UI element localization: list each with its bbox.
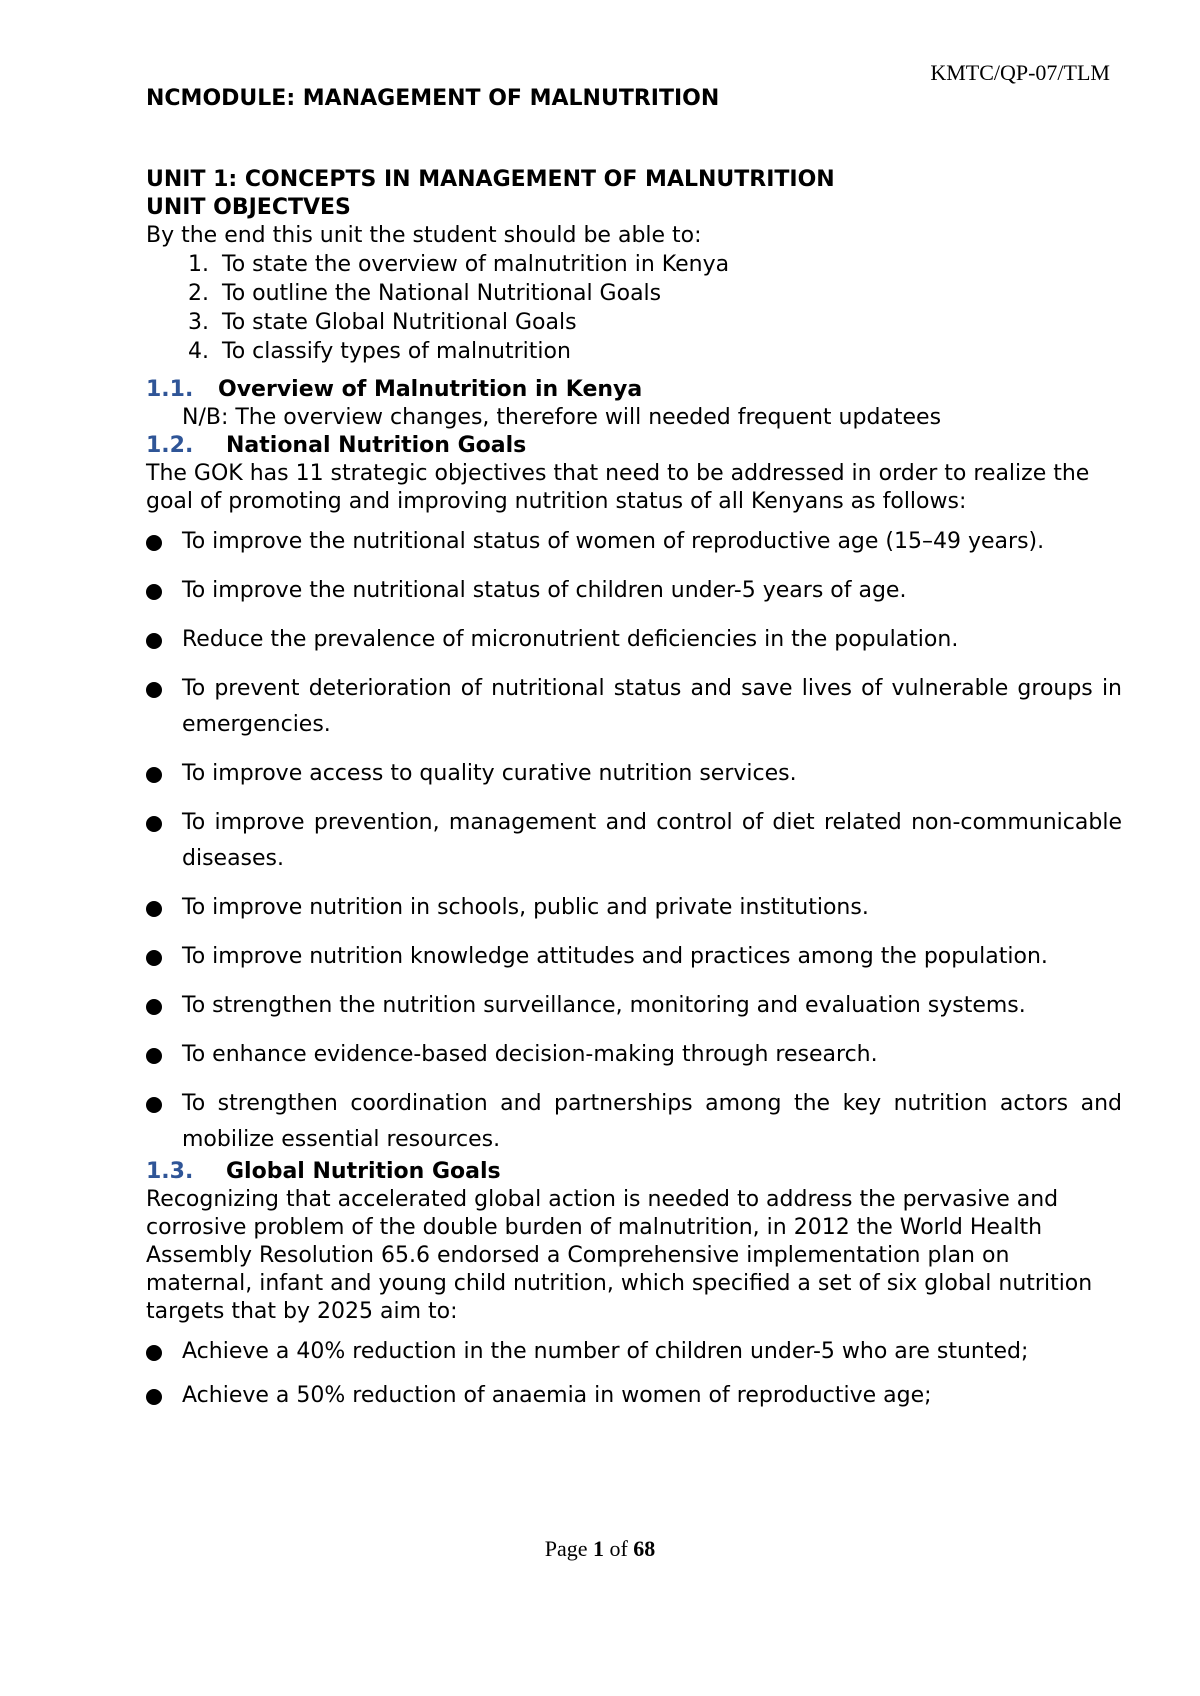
section-heading-overview (146, 376, 1122, 404)
list-item: Achieve a 50% reduction of anaemia in women of reproductive age; (146, 1378, 1122, 1414)
list-item: Achieve a 40% reduction in the number of children under-5 who are stunted; (146, 1334, 1122, 1370)
objective-item: 4. To classify types of malnutrition (216, 337, 1122, 366)
objective-item: 1. To state the overview of malnutrition in Kenya (216, 250, 1122, 279)
page-label: Page (544, 1536, 588, 1561)
section-title: Global Nutrition Goals (226, 1159, 501, 1184)
section-title: National Nutrition Goals (226, 433, 527, 458)
section-heading-national-goals (146, 432, 1122, 460)
global-goals-list (146, 1334, 1122, 1414)
objective-item: 3. To state Global Nutritional Goals (216, 308, 1122, 337)
module-title: NCMODULE: MANAGEMENT OF MALNUTRITION (146, 86, 720, 111)
list-item: To improve prevention, management and control of diet related non-communicable diseases. (146, 805, 1122, 877)
page-total: 68 (633, 1536, 656, 1561)
page-current: 1 (592, 1536, 604, 1561)
unit-objectives-heading: UNIT OBJECTVES (146, 195, 351, 220)
section-number: 1.1. (146, 377, 194, 402)
list-item: To enhance evidence-based decision-making through research. (146, 1037, 1122, 1073)
objectives-list (146, 250, 1122, 366)
list-item: To improve nutrition in schools, public and private institutions. (146, 890, 1122, 926)
section-heading-global-goals (146, 1158, 1122, 1186)
list-item: To improve the nutritional status of women of reproductive age (15–49 years). (146, 524, 1122, 560)
section-title: Overview of Malnutrition in Kenya (218, 377, 643, 402)
section-intro: The GOK has 11 strategic objectives that need to be addressed in order to realize the goal of promoting and improving nutrition status of all Kenyans as follows: (146, 461, 1090, 514)
of-label: of (609, 1536, 628, 1561)
list-item: To strengthen coordination and partnerships among the key nutrition actors and mobilize essential resources. (146, 1086, 1122, 1158)
list-item: To strengthen the nutrition surveillance, monitoring and evaluation systems. (146, 988, 1122, 1024)
unit-intro: By the end this unit the student should be able to: (146, 223, 702, 248)
section-number: 1.2. (146, 433, 194, 458)
page-number-footer (0, 1536, 1200, 1562)
list-item: To prevent deterioration of nutritional status and save lives of vulnerable groups in emergencies. (146, 671, 1122, 743)
list-item: To improve nutrition knowledge attitudes and practices among the population. (146, 939, 1122, 975)
unit-title: UNIT 1: CONCEPTS IN MANAGEMENT OF MALNUTRITION (146, 167, 835, 192)
section-note: N/B: The overview changes, therefore will needed frequent updatees (182, 405, 942, 430)
list-item: Reduce the prevalence of micronutrient deficiencies in the population. (146, 622, 1122, 658)
list-item: To improve the nutritional status of children under-5 years of age. (146, 573, 1122, 609)
list-item: To improve access to quality curative nutrition services. (146, 756, 1122, 792)
objective-item: 2. To outline the National Nutritional Goals (216, 279, 1122, 308)
header-document-code: KMTC/QP-07/TLM (930, 60, 1110, 85)
section-intro: Recognizing that accelerated global action is needed to address the pervasive and corrosive problem of the double burden of malnutrition, in 2012 the World Health Assembly Resolution 65.6 endorsed a Comprehensive implementation plan on maternal, infant and young child nutrition, which specified a set of six global nutrition targets that by 2025 aim to: (146, 1187, 1093, 1324)
document-body (146, 84, 1122, 1422)
section-number: 1.3. (146, 1159, 194, 1184)
national-goals-list (146, 524, 1122, 1158)
